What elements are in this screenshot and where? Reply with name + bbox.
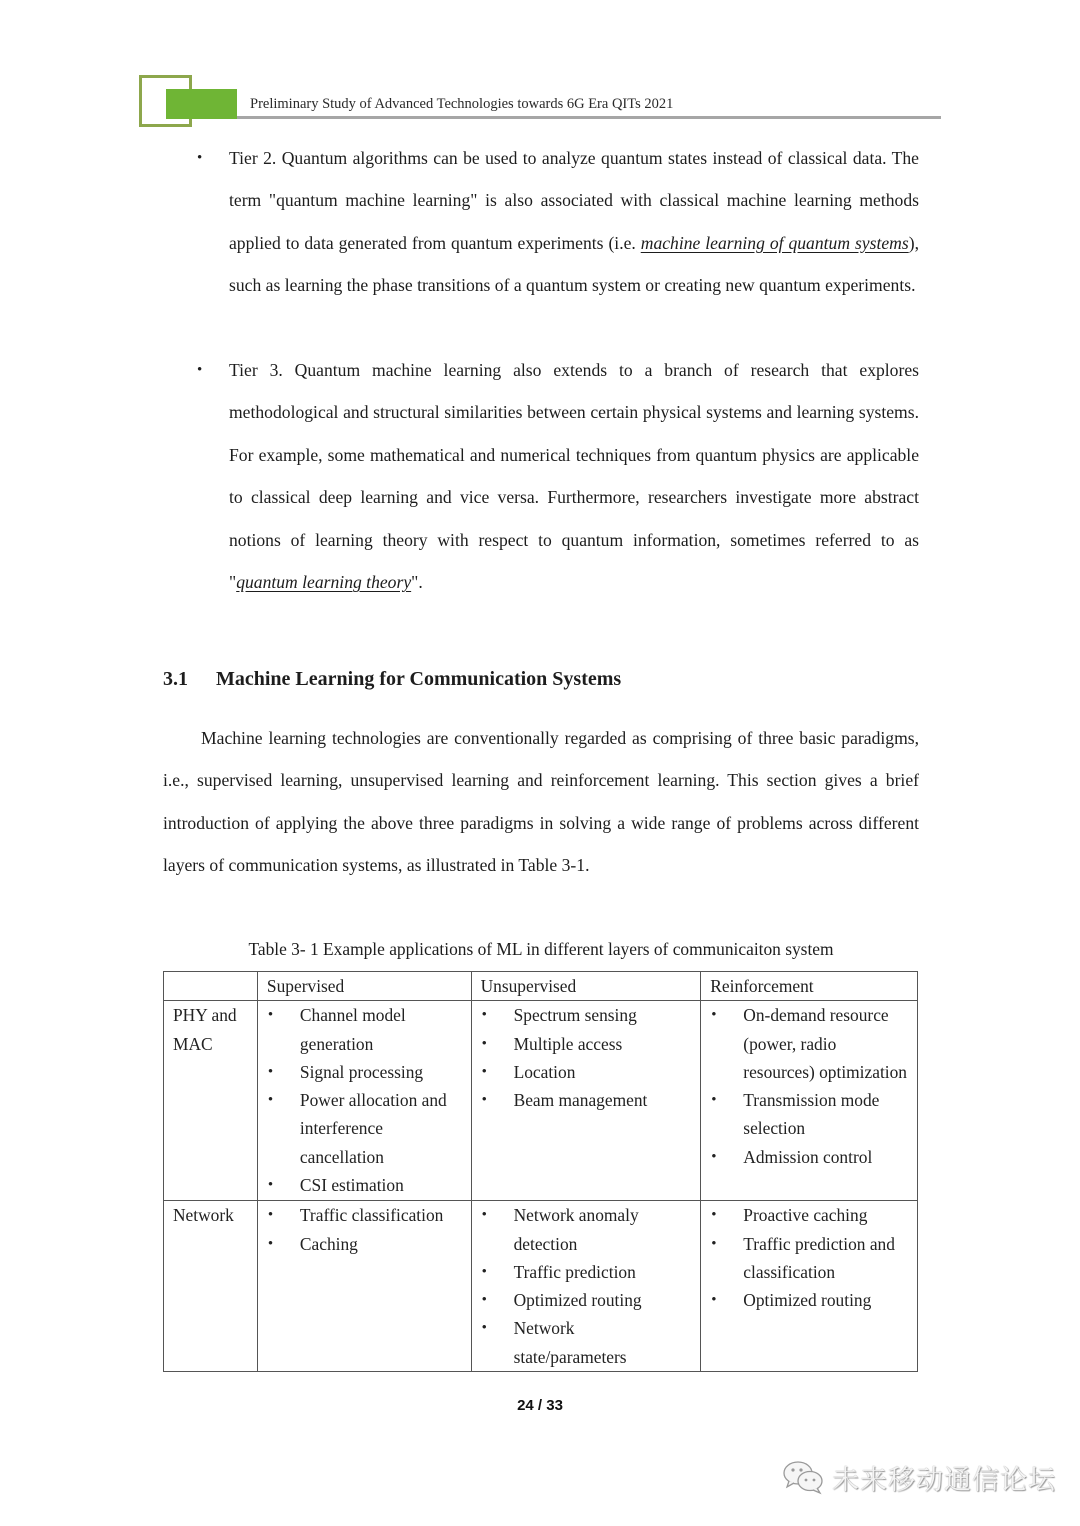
bullet-marker: • [197,150,203,166]
header-supervised: Supervised [257,972,471,1001]
watermark [782,1458,1056,1497]
header-unsupervised: Unsupervised [471,972,701,1001]
list-item: • Location [481,1058,692,1086]
list-item: • Network state/parameters [481,1314,692,1371]
header-layer [164,972,258,1001]
supervised-cell [257,1201,471,1372]
ml-applications-table [163,971,918,1372]
list-item: • On-demand resource (power, radio resources) optimization [710,1001,908,1086]
header-logo-block [166,89,237,119]
list-item: • Proactive caching [710,1201,908,1229]
header-reinforcement: Reinforcement [701,972,918,1001]
list-item: • Transmission mode selection [710,1086,908,1143]
list-item: • Power allocation and interference cancellation [267,1086,462,1171]
table-header-row [164,972,918,1001]
list-item: • Caching [267,1230,462,1258]
bullet-text: ". [411,572,423,593]
list-item: • Spectrum sensing [481,1001,692,1029]
bullet-marker: • [197,362,203,378]
unsupervised-cell [471,1001,701,1201]
list-item: • Traffic prediction and classification [710,1230,908,1287]
bullet-text: Tier 3. Quantum machine learning also extends to a branch of research that explores methodological and structural similarities between certain physical systems and learning systems. For example, some mathematical and numerical techniques from quantum physics are applicable to classical deep learning and vice versa. Furthermore, researchers investigate more abstract notions of learning theory with respect to quantum information, sometimes referred to as " [229,360,919,593]
table-caption: Table 3- 1 Example applications of ML in different layers of communicaiton system [248,939,834,959]
list-item: • Signal processing [267,1058,462,1086]
list-item: • Traffic prediction [481,1258,692,1286]
bullet-tier-2 [197,137,919,307]
list-item: • Optimized routing [710,1286,908,1314]
table-row [164,1201,918,1372]
list-item: • Network anomaly detection [481,1201,692,1258]
supervised-cell [257,1001,471,1201]
layer-cell: Network [164,1201,258,1372]
layer-cell: PHY and MAC [164,1001,258,1201]
link-quantum-learning-theory[interactable]: quantum learning theory [236,572,412,593]
list-item: • Multiple access [481,1030,692,1058]
page-number: 24 / 33 [517,1397,563,1414]
section-heading [163,668,621,691]
wechat-icon [782,1459,826,1497]
list-item: • Traffic classification [267,1201,462,1229]
header-rule [237,116,941,119]
list-item: • Admission control [710,1143,908,1171]
section-paragraph: Machine learning technologies are conventionally regarded as comprising of three basic paradigms, i.e., supervised learning, unsupervised learning and reinforcement learning. This section gives a brief introduction of applying the above three paradigms in solving a wide range of problems across different layers of communication systems, as illustrated in Table 3-1. [163,728,919,876]
link-machine-learning-of-quantum-systems[interactable]: machine learning of quantum systems [640,232,909,253]
section-number: 3.1 [163,668,188,690]
bullet-text: Tier 2. Quantum algorithms can be used to analyze quantum states instead of classical data. The term "quantum machine learning" is also associated with classical machine learning methods applied to data generated from quantum experiments (i.e. [229,148,919,253]
table-row [164,1001,918,1201]
list-item: • Optimized routing [481,1286,692,1314]
section-title: Machine Learning for Communication Systems [216,668,622,690]
reinforcement-cell [701,1201,918,1372]
running-title: Preliminary Study of Advanced Technologies towards 6G Era QITs 2021 [250,96,674,112]
list-item: • Beam management [481,1086,692,1114]
list-item: • CSI estimation [267,1171,462,1199]
list-item: • Channel model generation [267,1001,462,1058]
reinforcement-cell [701,1001,918,1201]
unsupervised-cell [471,1201,701,1372]
watermark-text: 未来移动通信论坛 [832,1465,1056,1496]
bullet-tier-3 [197,349,919,603]
bullet-text: ), such as learning the phase transitions of a quantum system or creating new quantum experiments. [229,232,919,296]
